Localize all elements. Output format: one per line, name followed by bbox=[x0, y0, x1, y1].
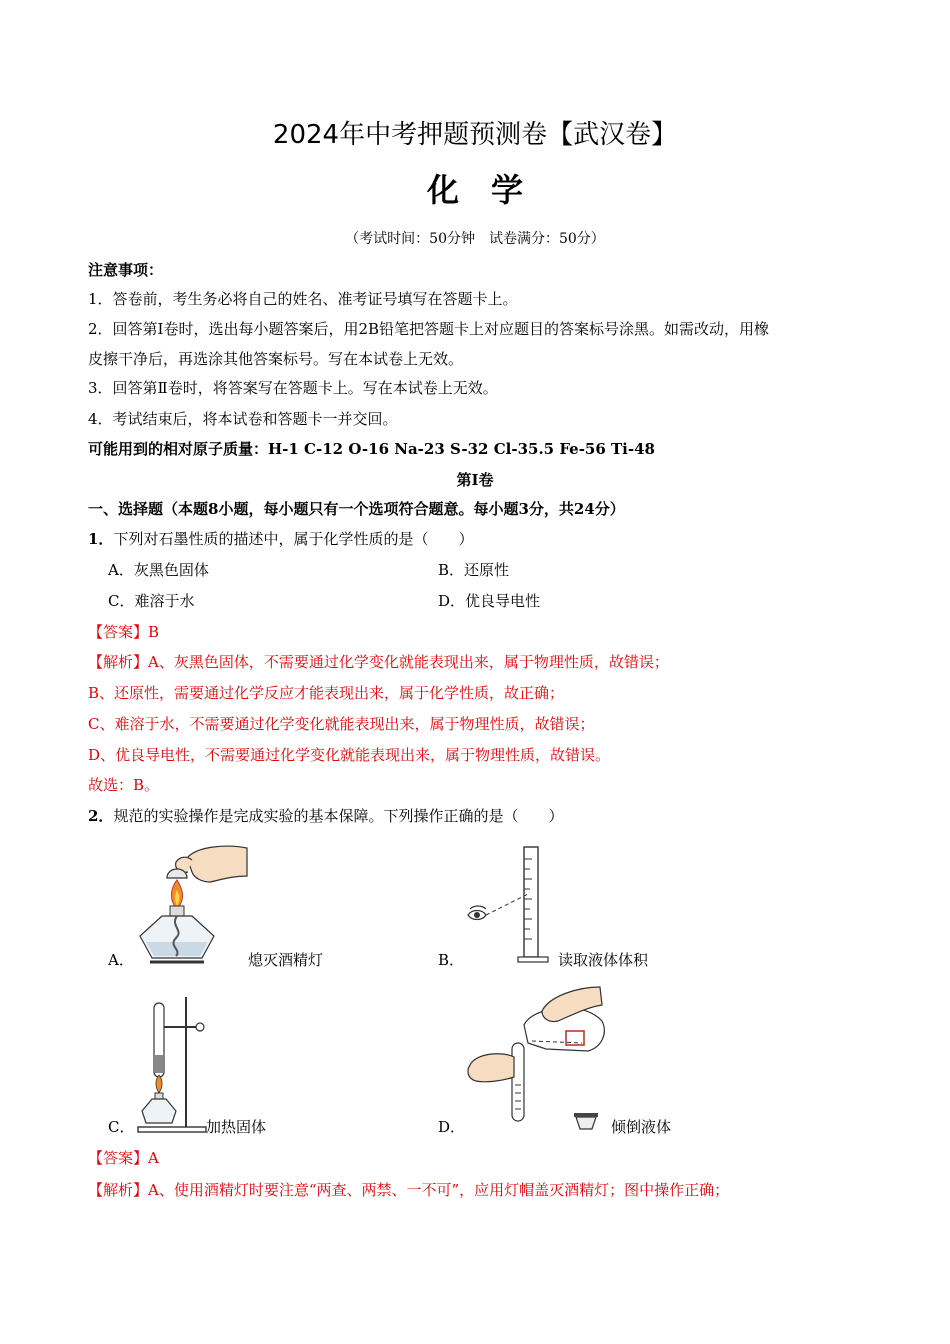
q1-option-b: B．还原性 bbox=[438, 561, 510, 579]
note-item: 2．回答第Ⅰ卷时，选出每小题答案后，用2B铅笔把答题卡上对应题目的答案标号涂黑。如需改动，用橡 bbox=[88, 320, 770, 338]
q1-answer: 【答案】B bbox=[88, 623, 160, 641]
figure-extinguish-lamp bbox=[132, 838, 252, 968]
q1-option-d: D．优良导电性 bbox=[438, 592, 541, 610]
note-item: 4．考试结束后，将本试卷和答题卡一并交回。 bbox=[88, 410, 398, 428]
q1-analysis-line: 【解析】A、灰黑色固体，不需要通过化学变化就能表现出来，属于物理性质，故错误； bbox=[88, 653, 669, 671]
question-stem: 下列对石墨性质的描述中，属于化学性质的是（ ） bbox=[113, 530, 474, 548]
q2-option-b-caption: 读取液体体积 bbox=[558, 951, 649, 969]
q1-analysis-line: D、优良导电性，不需要通过化学变化就能表现出来，属于物理性质，故错误。 bbox=[88, 746, 611, 764]
q1-analysis-line: 故选：B。 bbox=[88, 776, 160, 794]
section-heading: 一、选择题（本题8小题，每小题只有一个选项符合题意。每小题3分，共24分） bbox=[88, 500, 625, 518]
volume-title: 第Ⅰ卷 bbox=[456, 471, 494, 489]
figure-read-cylinder bbox=[460, 845, 560, 965]
question-number: 1． bbox=[88, 530, 114, 548]
q2-option-c-letter: C． bbox=[108, 1118, 135, 1136]
q1-analysis-line: C、难溶于水，不需要通过化学变化就能表现出来，属于物理性质，故错误； bbox=[88, 715, 595, 733]
figure-pour-liquid bbox=[462, 985, 612, 1135]
q2-option-b-letter: B． bbox=[438, 951, 465, 969]
figure-heat-solid bbox=[134, 995, 214, 1135]
question-1 bbox=[88, 529, 473, 549]
note-item: 1．答卷前，考生务必将自己的姓名、准考证号填写在答题卡上。 bbox=[88, 290, 518, 308]
q2-option-c-caption: 加热固体 bbox=[206, 1118, 267, 1136]
notes-heading: 注意事项： bbox=[88, 261, 164, 279]
q1-option-a: A．灰黑色固体 bbox=[108, 561, 209, 579]
question-2 bbox=[88, 806, 563, 826]
note-item: 皮擦干净后，再选涂其他答案标号。写在本试卷上无效。 bbox=[88, 350, 464, 368]
q2-answer: 【答案】A bbox=[88, 1149, 159, 1167]
q1-option-c: C．难溶于水 bbox=[108, 592, 195, 610]
q2-option-d-letter: D． bbox=[438, 1118, 466, 1136]
question-stem: 规范的实验操作是完成实验的基本保障。下列操作正确的是（ ） bbox=[113, 807, 564, 825]
q2-option-a-caption: 熄灭酒精灯 bbox=[248, 951, 324, 969]
q2-analysis-line: 【解析】A、使用酒精灯时要注意“两查、两禁、一不可”，应用灯帽盖灭酒精灯；图中操作正确； bbox=[88, 1181, 730, 1199]
exam-info: （考试时间：50分钟 试卷满分：50分） bbox=[345, 231, 605, 247]
q2-option-a-letter: A． bbox=[108, 951, 134, 969]
question-number: 2． bbox=[88, 807, 114, 825]
q2-option-d-caption: 倾倒液体 bbox=[611, 1118, 672, 1136]
page-title: 2024年中考押题预测卷【武汉卷】 bbox=[272, 120, 678, 150]
atomic-mass-line: 可能用到的相对原子质量：H-1 C-12 O-16 Na-23 S-32 Cl-35.5 Fe-56 Ti-48 bbox=[88, 440, 655, 458]
subject-title: 化 学 bbox=[426, 171, 523, 209]
note-item: 3．回答第Ⅱ卷时，将答案写在答题卡上。写在本试卷上无效。 bbox=[88, 379, 498, 397]
q1-analysis-line: B、还原性，需要通过化学反应才能表现出来，属于化学性质，故正确； bbox=[88, 684, 565, 702]
